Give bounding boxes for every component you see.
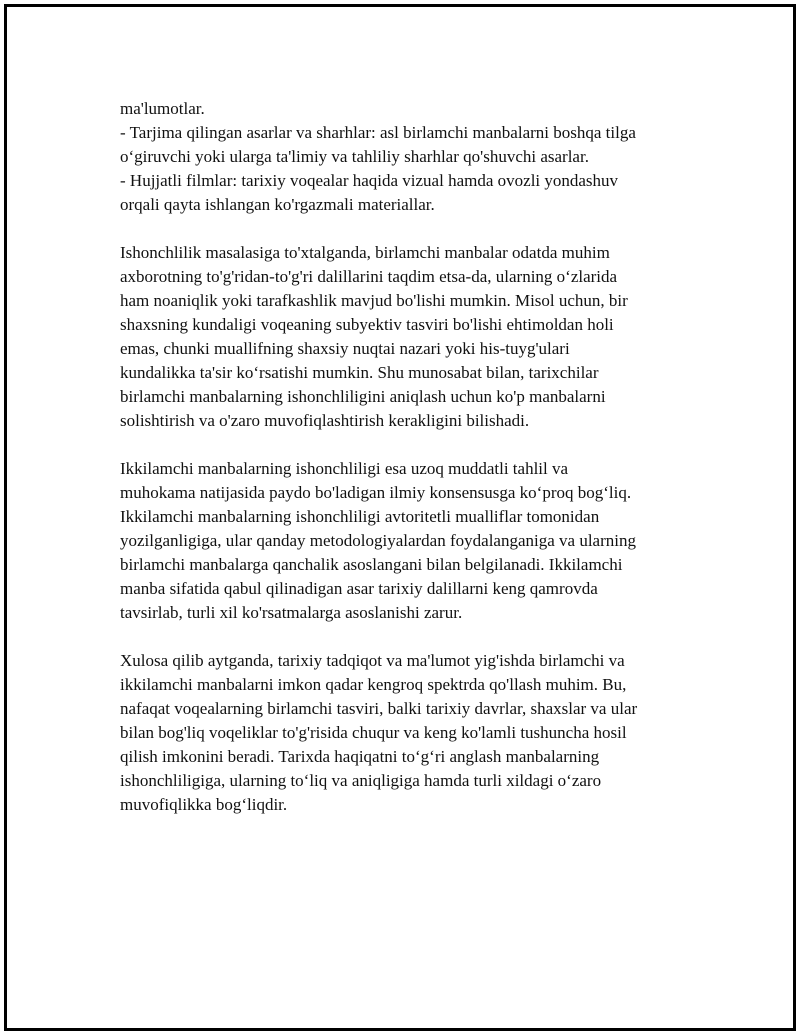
text-line: muhokama natijasida paydo bo'ladigan ilmiy konsensusga ko‘proq bog‘liq.: [120, 483, 632, 502]
text-line: Xulosa qilib aytganda, tarixiy tadqiqot va ma'lumot yig'ishda birlamchi va: [120, 651, 625, 670]
text-line: ma'lumotlar.: [120, 99, 205, 118]
text-line: Ikkilamchi manbalarning ishonchliligi avtoritetli mualliflar tomonidan: [120, 507, 600, 526]
text-line: qilish imkonini beradi. Tarixda haqiqatni to‘g‘ri anglash manbalarning: [120, 747, 600, 766]
paragraph-reliability-secondary: [120, 457, 710, 625]
text-line: shaxsning kundaligi voqeaning subyektiv tasviri bo'lishi ehtimoldan holi: [120, 315, 614, 334]
text-line: o‘giruvchi yoki ularga ta'limiy va tahliliy sharhlar qo'shuvchi asarlar.: [120, 147, 589, 166]
paragraph-gap: [120, 625, 710, 649]
paragraph-gap: [120, 217, 710, 241]
text-line: birlamchi manbalarga qanchalik asoslangani bilan belgilanadi. Ikkilamchi: [120, 555, 623, 574]
text-line: yozilganligiga, ular qanday metodologiyalardan foydalanganiga va ularning: [120, 531, 636, 550]
document-body: [120, 97, 710, 817]
text-line: axborotning to'g'ridan-to'g'ri dalillarini taqdim etsa-da, ularning o‘zlarida: [120, 267, 618, 286]
text-line: bilan bog'liq voqeliklar to'g'risida chuqur va keng ko'lamli tushuncha hosil: [120, 723, 627, 742]
text-line: muvofiqlikka bog‘liqdir.: [120, 795, 288, 814]
text-line: ishonchliligiga, ularning to‘liq va aniqligiga hamda turli xildagi o‘zaro: [120, 771, 602, 790]
text-line: emas, chunki muallifning shaxsiy nuqtai nazari yoki his-tuyg'ulari: [120, 339, 570, 358]
text-line: Ikkilamchi manbalarning ishonchliligi esa uzoq muddatli tahlil va: [120, 459, 569, 478]
text-line: - Tarjima qilingan asarlar va sharhlar: asl birlamchi manbalarni boshqa tilga: [120, 123, 636, 142]
text-line: birlamchi manbalarning ishonchliligini aniqlash uchun ko'p manbalarni: [120, 387, 606, 406]
text-line: - Hujjatli filmlar: tarixiy voqealar haqida vizual hamda ovozli yondashuv: [120, 171, 619, 190]
text-line: nafaqat voqealarning birlamchi tasviri, balki tarixiy davrlar, shaxslar va ular: [120, 699, 638, 718]
paragraph-gap: [120, 433, 710, 457]
text-line: ham noaniqlik yoki tarafkashlik mavjud bo'lishi mumkin. Misol uchun, bir: [120, 291, 628, 310]
text-line: orqali qayta ishlangan ko'rgazmali materiallar.: [120, 195, 435, 214]
document-page: [4, 4, 796, 1031]
text-line: manba sifatida qabul qilinadigan asar tarixiy dalillarni keng qamrovda: [120, 579, 598, 598]
text-line: tavsirlab, turli xil ko'rsatmalarga asoslanishi zarur.: [120, 603, 463, 622]
paragraph-conclusion: [120, 649, 710, 817]
text-line: Ishonchlilik masalasiga to'xtalganda, birlamchi manbalar odatda muhim: [120, 243, 610, 262]
text-line: kundalikka ta'sir ko‘rsatishi mumkin. Shu munosabat bilan, tarixchilar: [120, 363, 599, 382]
paragraph-reliability-primary: [120, 241, 710, 433]
text-line: ikkilamchi manbalarni imkon qadar kengroq spektrda qo'llash muhim. Bu,: [120, 675, 627, 694]
intro-list: [120, 97, 710, 217]
text-line: solishtirish va o'zaro muvofiqlashtirish kerakligini bilishadi.: [120, 411, 530, 430]
